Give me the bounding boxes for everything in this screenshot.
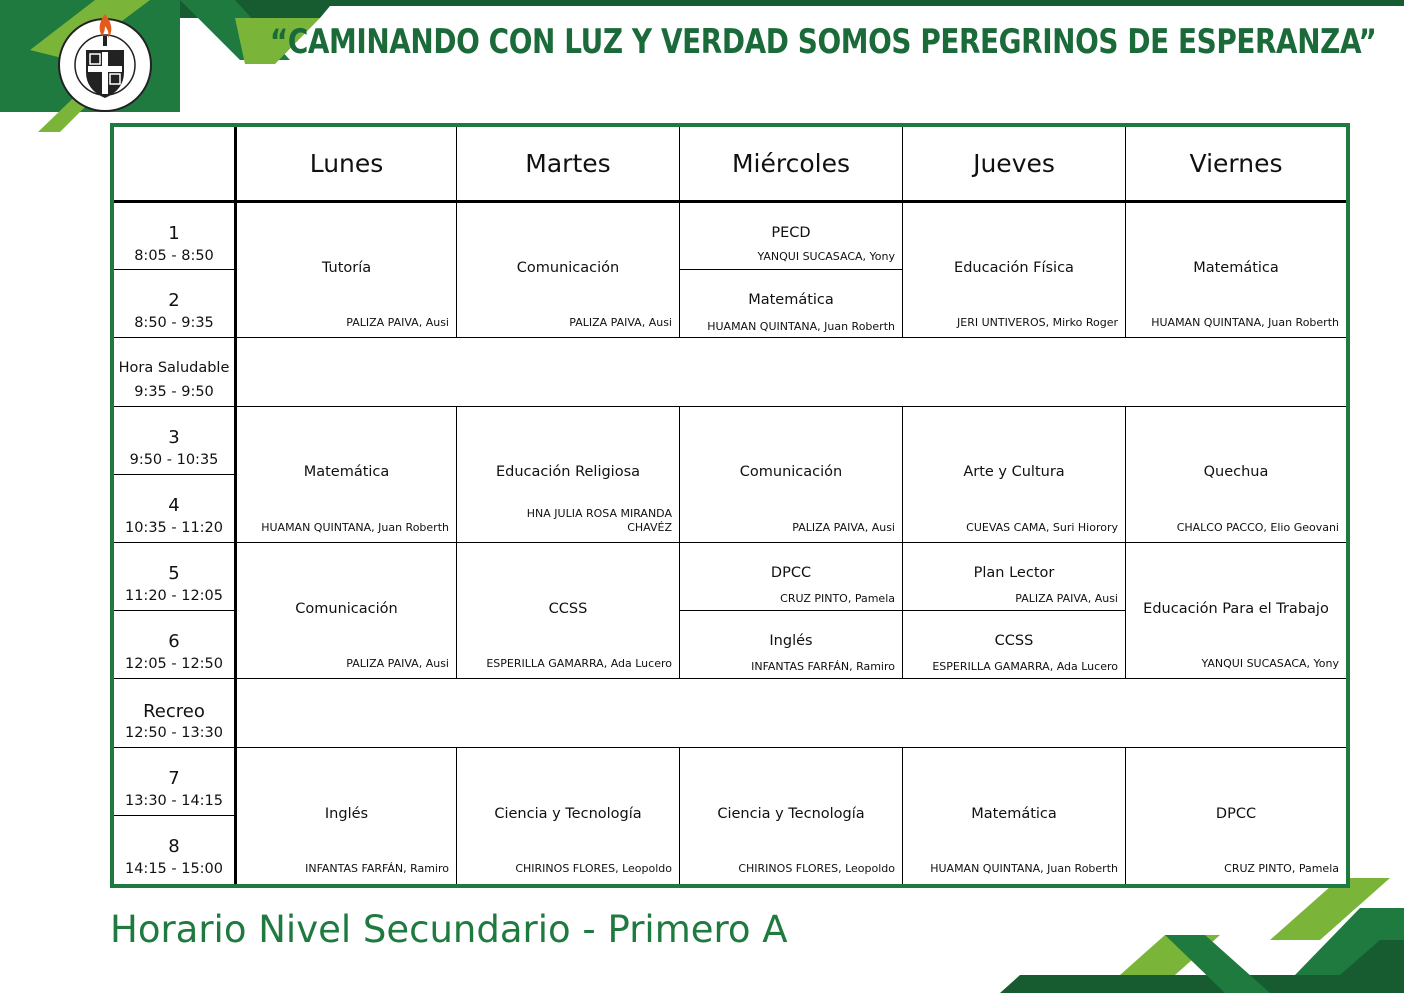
- slot-1: [114, 203, 234, 269]
- teacher: CHIRINOS FLORES, Leopoldo: [515, 862, 672, 875]
- slot-label: Recreo: [143, 701, 205, 722]
- teacher: HUAMAN QUINTANA, Juan Roberth: [930, 862, 1118, 875]
- subject: Matemática: [748, 292, 834, 308]
- teacher: PALIZA PAIVA, Ausi: [346, 657, 449, 670]
- slot-time: 9:50 - 10:35: [129, 452, 219, 468]
- class-cell: [237, 748, 456, 884]
- day-header-jueves: Jueves: [973, 149, 1055, 178]
- schedule-table: [110, 123, 1350, 888]
- class-cell: [680, 407, 902, 542]
- teacher: ESPERILLA GAMARRA, Ada Lucero: [486, 657, 672, 670]
- slot-time: 10:35 - 11:20: [124, 520, 224, 536]
- day-header-viernes: Viernes: [1189, 149, 1283, 178]
- teacher: HUAMAN QUINTANA, Juan Roberth: [707, 320, 895, 333]
- slot-6: [114, 611, 234, 678]
- subject: Ciencia y Tecnología: [717, 806, 865, 822]
- slot-7: [114, 748, 234, 815]
- class-cell: [903, 203, 1125, 337]
- subject: Educación Religiosa: [495, 464, 641, 480]
- class-cell: [903, 543, 1125, 610]
- top-left-decoration: [0, 0, 1404, 140]
- slot-number: 5: [168, 563, 180, 584]
- slot-time: 13:30 - 14:15: [124, 793, 224, 809]
- slot-time: 11:20 - 12:05: [124, 588, 224, 604]
- teacher: CUEVAS CAMA, Suri Hiorory: [966, 521, 1118, 534]
- slot-number: 8: [168, 836, 180, 857]
- subject: Matemática: [1193, 260, 1279, 276]
- teacher: CHAVÉZ: [627, 521, 672, 534]
- class-cell: [680, 611, 902, 678]
- slot-recreo: [114, 679, 234, 747]
- subject: Inglés: [324, 806, 369, 822]
- slot-2: [114, 270, 234, 337]
- subject: Tutoría: [321, 260, 372, 276]
- class-cell: [457, 407, 679, 542]
- subject: Comunicación: [516, 260, 620, 276]
- class-cell: [457, 203, 679, 337]
- teacher: CRUZ PINTO, Pamela: [1224, 862, 1339, 875]
- class-cell: [237, 543, 456, 678]
- class-cell: [903, 748, 1125, 884]
- slot-number: 7: [168, 768, 180, 789]
- slot-label: Hora Saludable: [118, 360, 230, 376]
- subject: DPCC: [770, 565, 812, 581]
- slot-number: 3: [168, 427, 180, 448]
- slot-3: [114, 407, 234, 474]
- class-cell: [903, 407, 1125, 542]
- motto-header: “CAMINANDO CON LUZ Y VERDAD SOMOS PEREGRINOS DE ESPERANZA”: [269, 22, 1376, 62]
- teacher: HNA JULIA ROSA MIRANDA: [526, 507, 672, 520]
- class-cell: [1126, 407, 1346, 542]
- day-header-martes: Martes: [525, 149, 611, 178]
- subject: PECD: [771, 225, 811, 241]
- slot-number: 1: [168, 223, 180, 244]
- class-cell: [457, 748, 679, 884]
- row-divider: [114, 337, 1346, 338]
- class-cell: [1126, 203, 1346, 337]
- row-divider: [114, 678, 1346, 679]
- teacher: PALIZA PAIVA, Ausi: [346, 316, 449, 329]
- subject: Quechua: [1203, 464, 1269, 480]
- slot-5: [114, 543, 234, 610]
- subject: Comunicación: [295, 601, 398, 617]
- slot-4: [114, 475, 234, 542]
- slot-time: 12:50 - 13:30: [124, 725, 224, 741]
- class-cell: [1126, 748, 1346, 884]
- school-logo: [52, 10, 158, 116]
- teacher: PALIZA PAIVA, Ausi: [1015, 592, 1118, 605]
- slot-time: 8:05 - 8:50: [134, 248, 214, 264]
- subject: Matemática: [971, 806, 1057, 822]
- teacher: YANQUI SUCASACA, Yony: [1201, 657, 1339, 670]
- slot-8: [114, 816, 234, 884]
- slot-number: 2: [168, 290, 180, 311]
- subject: Educación Física: [954, 260, 1074, 276]
- class-cell: [680, 270, 902, 337]
- slot-time: 9:35 - 9:50: [134, 384, 214, 400]
- class-cell: [1126, 543, 1346, 678]
- teacher: PALIZA PAIVA, Ausi: [792, 521, 895, 534]
- slot-hora-saludable: [114, 338, 234, 406]
- day-header-lunes: Lunes: [309, 149, 384, 178]
- subject: Inglés: [769, 633, 813, 649]
- teacher: ESPERILLA GAMARRA, Ada Lucero: [932, 660, 1118, 673]
- teacher: JERI UNTIVEROS, Mirko Roger: [957, 316, 1118, 329]
- teacher: HUAMAN QUINTANA, Juan Roberth: [1151, 316, 1339, 329]
- day-header-miercoles: Miércoles: [731, 149, 851, 178]
- slot-time: 12:05 - 12:50: [124, 656, 224, 672]
- teacher: INFANTAS FARFÁN, Ramiro: [751, 660, 895, 673]
- class-cell: [903, 611, 1125, 678]
- teacher: YANQUI SUCASACA, Yony: [757, 250, 895, 263]
- class-cell: [457, 543, 679, 678]
- slot-time: 14:15 - 15:00: [124, 861, 224, 877]
- teacher: HUAMAN QUINTANA, Juan Roberth: [261, 521, 449, 534]
- slot-number: 4: [168, 495, 180, 516]
- subject: CCSS: [548, 601, 588, 617]
- subject: Arte y Cultura: [963, 464, 1065, 480]
- schedule-title: Horario Nivel Secundario - Primero A: [110, 908, 788, 951]
- class-cell: [680, 203, 902, 269]
- subject: Ciencia y Tecnología: [494, 806, 642, 822]
- class-cell: [680, 543, 902, 610]
- subject: Matemática: [303, 464, 390, 480]
- teacher: CRUZ PINTO, Pamela: [780, 592, 895, 605]
- slot-time: 8:50 - 9:35: [134, 315, 214, 331]
- subject: Plan Lector: [973, 565, 1055, 581]
- teacher: CHALCO PACCO, Elio Geovani: [1176, 521, 1339, 534]
- slot-number: 6: [168, 631, 180, 652]
- teacher: CHIRINOS FLORES, Leopoldo: [738, 862, 895, 875]
- teacher: PALIZA PAIVA, Ausi: [569, 316, 672, 329]
- subject: CCSS: [994, 633, 1034, 649]
- class-cell: [237, 407, 456, 542]
- class-cell: [680, 748, 902, 884]
- subject: DPCC: [1215, 806, 1257, 822]
- subject: Educación Para el Trabajo: [1143, 601, 1329, 617]
- teacher: INFANTAS FARFÁN, Ramiro: [305, 862, 449, 875]
- subject: Comunicación: [739, 464, 843, 480]
- class-cell: [237, 203, 456, 337]
